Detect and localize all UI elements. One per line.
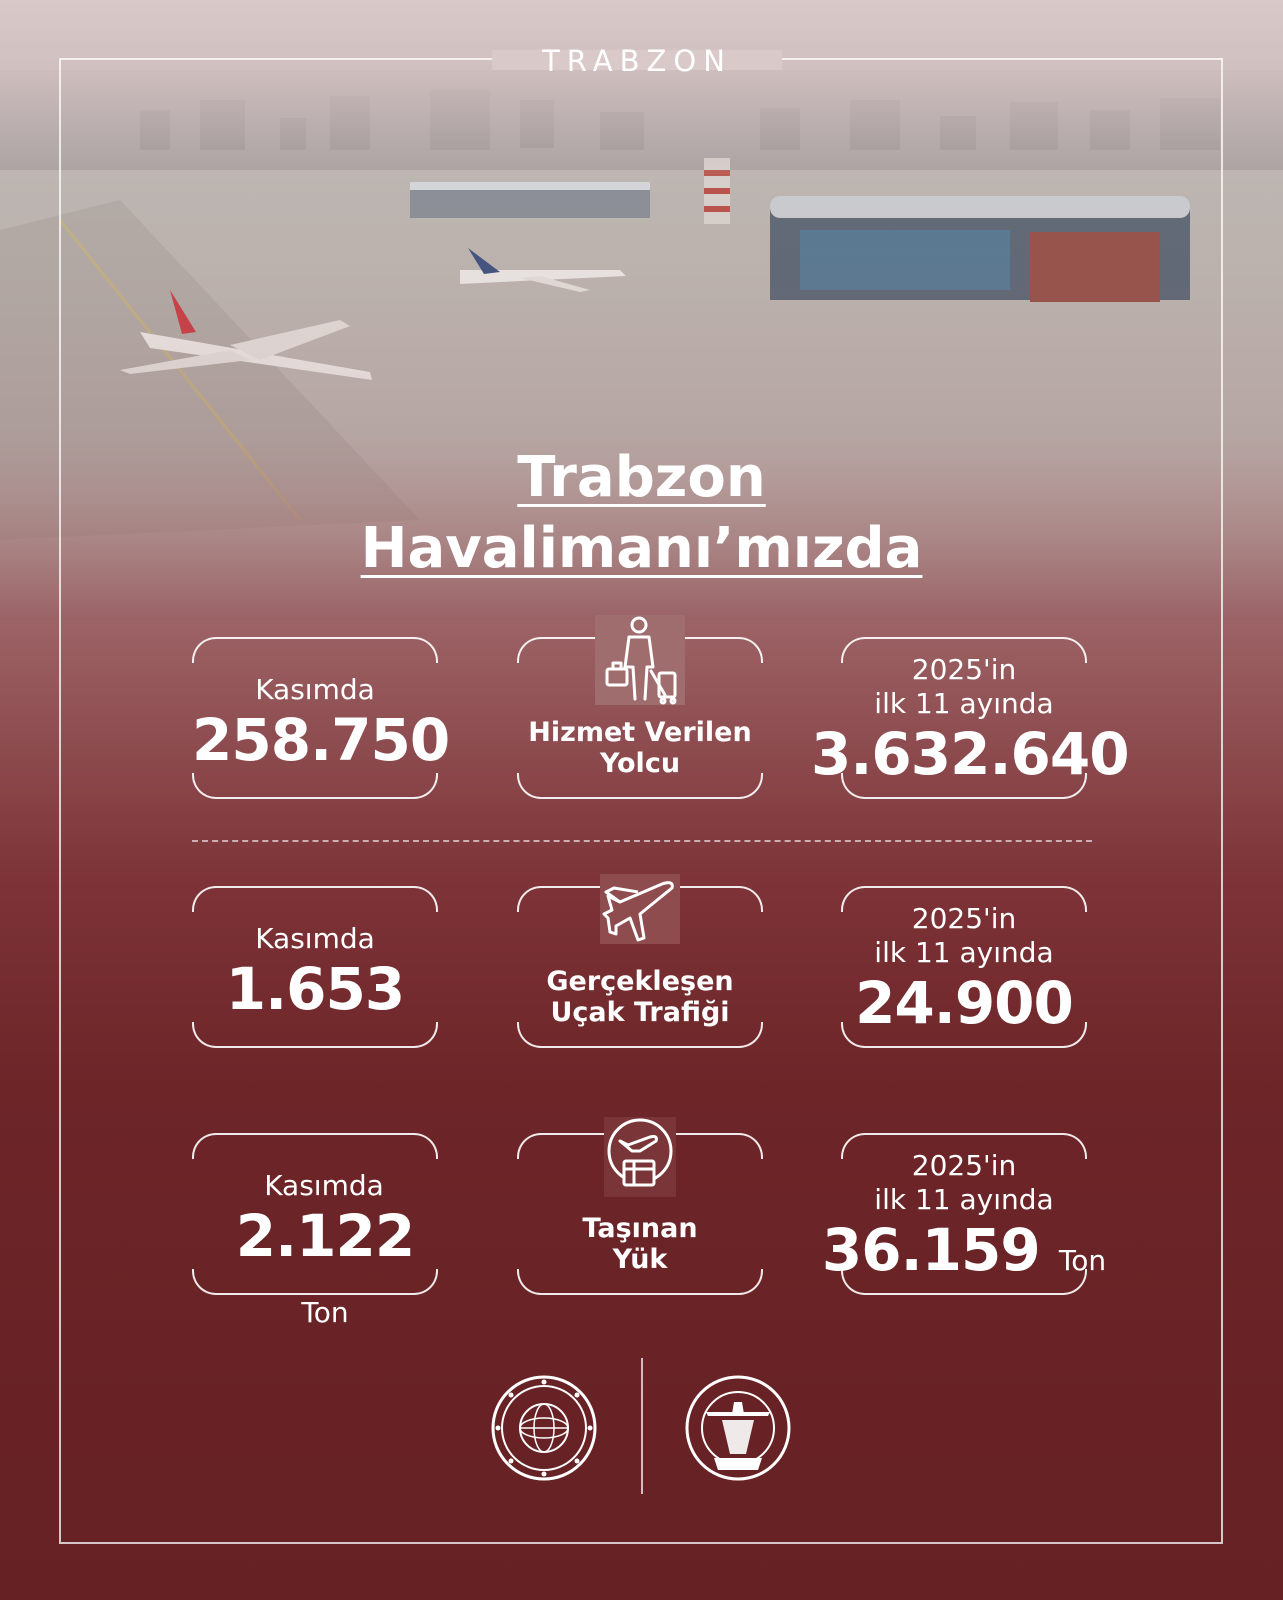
passenger-year-card [811,637,1129,799]
card-label-line2: ilk 11 ayında [874,936,1054,969]
card-value: 2.122 [235,1202,415,1270]
ministry-seal-logo [490,1374,598,1482]
headline-line2: Havalimanı’mızda [360,516,923,581]
dhmi-logo [684,1374,792,1482]
dashed-separator [192,840,1092,842]
card-value: 258.750 [192,706,450,774]
card-label: Kasımda [255,922,375,955]
city-title: TRABZON [542,44,732,78]
card-unit: Ton [1058,1244,1107,1277]
category-title-line1: Hizmet Verilen [528,717,752,748]
cargo-november-card [192,1133,438,1329]
card-value: 1.653 [225,955,405,1023]
card-value: 24.900 [855,969,1073,1037]
traffic-november-card [192,886,438,1048]
cargo-year-card [821,1133,1107,1295]
card-label-line1: 2025'in [911,902,1017,935]
airplane-icon [600,874,680,944]
passenger-luggage-icon [595,615,685,705]
card-value: 3.632.640 [811,720,1129,788]
category-title-line2: Uçak Trafiği [550,997,730,1028]
cargo-category-card [517,1133,763,1295]
passenger-november-card [192,637,450,799]
category-title-line1: Taşınan [582,1213,698,1244]
passenger-category-card [517,637,763,799]
traffic-category-card [517,886,763,1048]
traffic-year-card [841,886,1087,1048]
card-value: 36.159 [821,1216,1040,1284]
air-cargo-icon [604,1117,676,1197]
card-label-line2: ilk 11 ayında [874,687,1054,720]
headline-line1: Trabzon [517,445,766,510]
logo-divider [641,1358,643,1494]
card-unit: Ton [301,1296,349,1329]
category-title-line2: Yük [612,1244,668,1275]
category-title-line2: Yolcu [599,748,681,779]
card-label-line1: 2025'in [911,653,1017,686]
card-label: Kasımda [264,1169,384,1202]
card-label: Kasımda [255,673,375,706]
card-label-line2: ilk 11 ayında [874,1183,1054,1216]
category-title-line1: Gerçekleşen [546,966,734,997]
card-label-line1: 2025'in [911,1149,1017,1182]
